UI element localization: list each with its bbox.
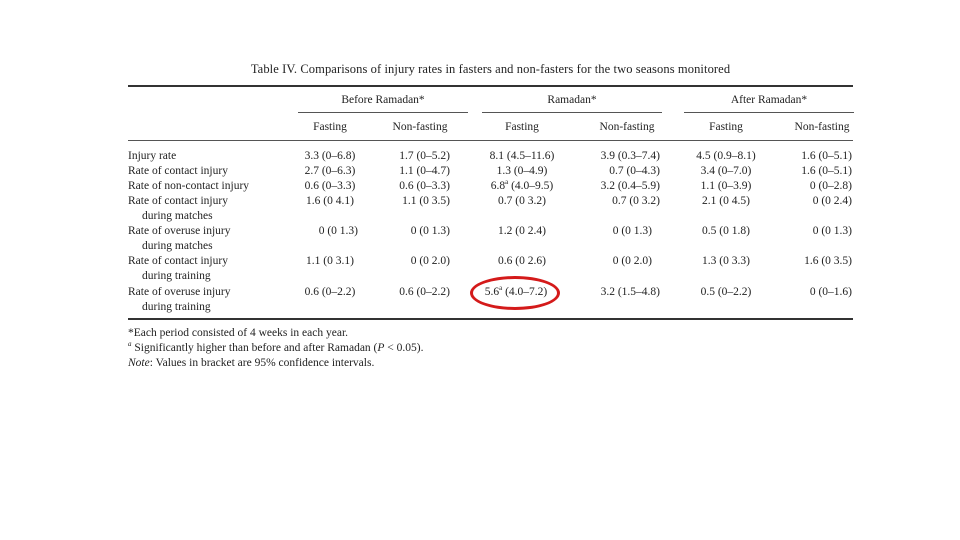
table-cell: 0 (0 2.0) <box>410 255 450 267</box>
group-rule-after <box>684 112 854 113</box>
subheader-ramadan-nonfasting: Non-fasting <box>599 121 655 133</box>
table-cell: 3.4 (0–7.0) <box>700 165 752 177</box>
table-cell: 3.2 (0.4–5.9) <box>600 180 660 192</box>
row-label: Rate of contact injury <box>128 165 228 177</box>
row-label-continued: during training <box>142 270 211 282</box>
table-cell-significant <box>480 179 564 193</box>
table-cell: 1.2 (0 2.4) <box>498 225 546 237</box>
group-header-ramadan: Ramadan* <box>547 94 597 106</box>
table-cell: 1.6 (0–5.1) <box>801 165 852 177</box>
table-cell: 1.1 (0 3.5) <box>402 195 450 207</box>
table-cell: 1.1 (0–4.7) <box>399 165 450 177</box>
table-cell: 1.6 (0 3.5) <box>804 255 852 267</box>
row-label: Injury rate <box>128 150 177 162</box>
table-cell: 8.1 (4.5–11.6) <box>489 150 555 162</box>
group-rule-before <box>298 112 468 113</box>
footnote-significance <box>128 342 424 354</box>
subheader-after-nonfasting: Non-fasting <box>794 121 850 133</box>
cell-value: 5.6 <box>484 286 500 298</box>
table-cell: 0.7 (0 3.2) <box>612 195 660 207</box>
table-cell: 3.3 (0–6.8) <box>304 150 356 162</box>
table-cell: 0.6 (0–2.2) <box>304 286 356 298</box>
row-label: Rate of non-contact injury <box>128 180 250 192</box>
top-rule <box>128 85 853 87</box>
highlight-circle <box>470 276 560 310</box>
significance-marker: a <box>505 178 509 187</box>
note-text: : Values in bracket are 95% confidence intervals. <box>149 357 375 369</box>
table-cell: 0.6 (0–3.3) <box>399 180 450 192</box>
table-cell: 2.1 (0 4.5) <box>702 195 750 207</box>
table-cell: 0.6 (0 2.6) <box>498 255 546 267</box>
table-cell: 0.7 (0 3.2) <box>498 195 546 207</box>
footnote-marker: a <box>128 340 132 349</box>
note-label: Note <box>128 357 150 369</box>
footnote-period: *Each period consisted of 4 weeks in each year. <box>128 327 349 339</box>
table-cell: 1.1 (0 3.1) <box>306 255 354 267</box>
table-cell: 0.5 (0–2.2) <box>700 286 752 298</box>
cell-value: 6.8 <box>490 180 506 192</box>
footnote-text: Significantly higher than before and after Ramadan ( <box>131 342 378 354</box>
table-cell: 3.2 (1.5–4.8) <box>600 286 660 298</box>
table-cell: 0.5 (0 1.8) <box>702 225 750 237</box>
table-cell: 3.9 (0.3–7.4) <box>600 150 660 162</box>
table-cell: 1.3 (0 3.3) <box>702 255 750 267</box>
table-cell: 2.7 (0–6.3) <box>304 165 356 177</box>
subheader-before-nonfasting: Non-fasting <box>392 121 448 133</box>
row-label-continued: during training <box>142 301 211 313</box>
table-cell: 0 (0 1.3) <box>318 225 358 237</box>
row-label: Rate of overuse injury <box>128 286 231 298</box>
table-cell: 1.3 (0–4.9) <box>496 165 548 177</box>
table-cell: 0.7 (0–4.3) <box>609 165 660 177</box>
table-cell: 0 (0 1.3) <box>410 225 450 237</box>
row-label: Rate of contact injury <box>128 195 228 207</box>
table-cell: 4.5 (0.9–8.1) <box>696 150 756 162</box>
row-label-continued: during matches <box>142 210 213 222</box>
row-label: Rate of overuse injury <box>128 225 231 237</box>
row-label-continued: during matches <box>142 240 213 252</box>
significance-marker: a <box>499 284 503 293</box>
table-cell: 0 (0–2.8) <box>809 180 852 192</box>
table-cell: 0 (0–1.6) <box>809 286 852 298</box>
table-cell: 1.6 (0 4.1) <box>306 195 354 207</box>
cell-interval: (4.0–9.5) <box>508 180 554 192</box>
table-cell: 1.6 (0–5.1) <box>801 150 852 162</box>
table-cell: 0 (0 2.0) <box>612 255 652 267</box>
bottom-rule <box>128 318 853 320</box>
group-header-before: Before Ramadan* <box>341 94 425 106</box>
table-cell: 0.6 (0–2.2) <box>399 286 450 298</box>
header-rule <box>128 140 853 141</box>
table-cell: 0 (0 1.3) <box>612 225 652 237</box>
cell-interval: (4.0–7.2) <box>502 286 548 298</box>
group-rule-ramadan <box>482 112 662 113</box>
subheader-after-fasting: Fasting <box>709 121 743 133</box>
group-header-after: After Ramadan* <box>730 94 808 106</box>
row-label: Rate of contact injury <box>128 255 228 267</box>
table-cell: 0 (0 1.3) <box>812 225 852 237</box>
table-cell: 1.7 (0–5.2) <box>399 150 450 162</box>
p-symbol: P <box>377 342 385 354</box>
footnote-threshold: < 0.05). <box>384 342 424 354</box>
table-cell: 0 (0 2.4) <box>812 195 852 207</box>
footnote-note <box>128 357 374 369</box>
table-cell: 1.1 (0–3.9) <box>700 180 752 192</box>
subheader-ramadan-fasting: Fasting <box>505 121 539 133</box>
table-cell: 0.6 (0–3.3) <box>304 180 356 192</box>
subheader-before-fasting: Fasting <box>313 121 347 133</box>
table-caption: Table IV. Comparisons of injury rates in fasters and non-fasters for the two seasons monitored <box>250 62 731 76</box>
